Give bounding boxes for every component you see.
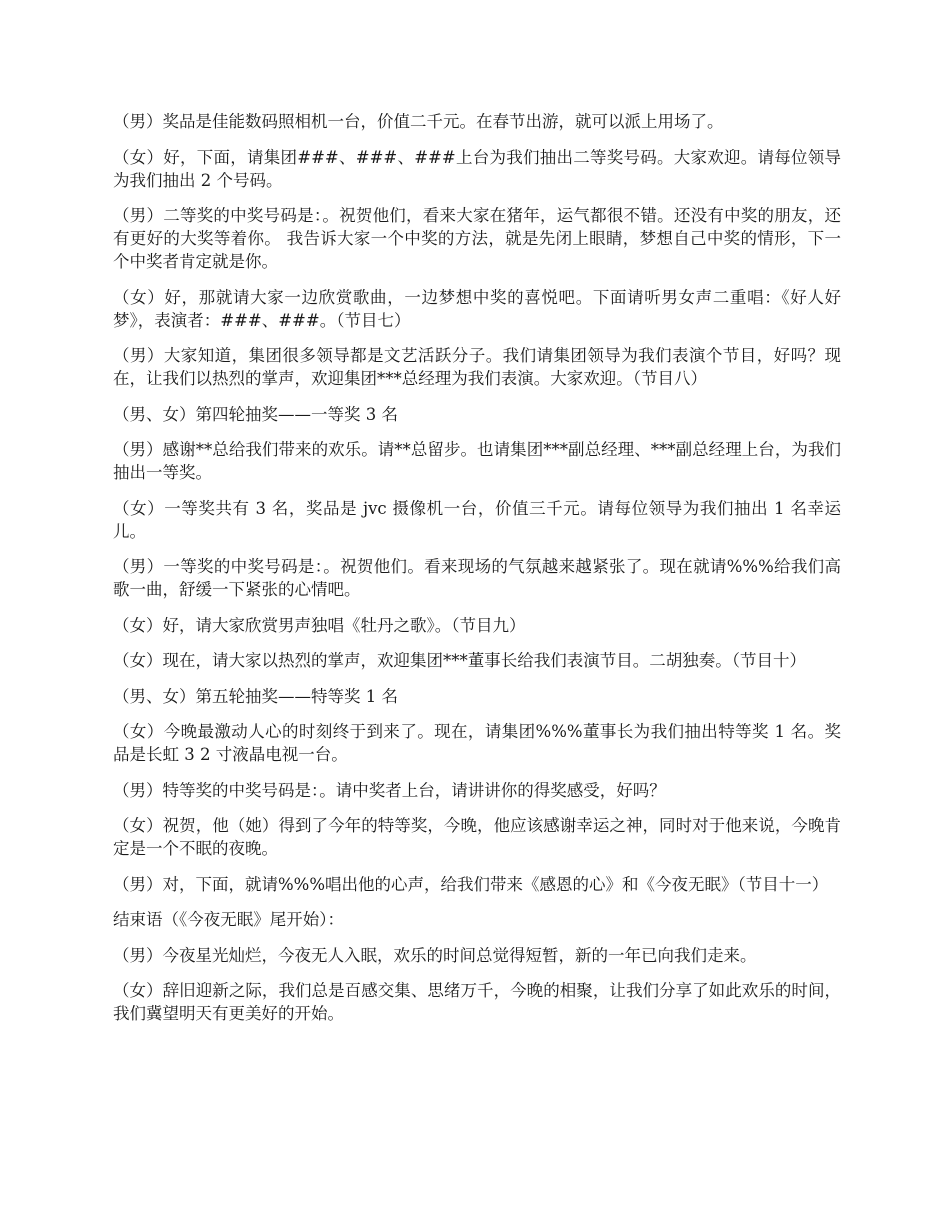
paragraph-1: （男）奖品是佳能数码照相机一台，价值二千元。在春节出游，就可以派上用场了。 <box>113 112 724 131</box>
paragraph-5: （男）大家知道，集团很多领导都是文艺活跃分子。我们请集团领导为我们表演个节目，好吗？现在，让我们以热烈的掌声，欢迎集团***总经理为我们表演。大家欢迎。（节目八） <box>113 346 841 388</box>
paragraph-15: （女）祝贺，他（她）得到了今年的特等奖，今晚，他应该感谢幸运之神，同时对于他来说，今晚肯定是一个不眠的夜晚。 <box>113 816 841 858</box>
paragraph-6: （男、女）第四轮抽奖——一等奖 3 名 <box>113 404 398 424</box>
paragraph-10: （女）好，请大家欣赏男声独唱《牡丹之歌》。（节目九） <box>113 615 526 635</box>
paragraph-3: （男）二等奖的中奖号码是：。祝贺他们，看来大家在猪年，运气都很不错。还没有中奖的朋友，还有更好的大奖等着你。 我告诉大家一个中奖的方法，就是先闭上眼睛，梦想自己中奖的情形，下一个中奖者肯定就是你。 <box>113 206 841 271</box>
paragraph-11: （女）现在，请大家以热烈的掌声，欢迎集团***董事长给我们表演节目。二胡独奏。（节目十） <box>113 651 806 670</box>
paragraph-18: （男）今夜星光灿烂，今夜无人入眠，欢乐的时间总觉得短暂，新的一年已向我们走来。 <box>113 945 757 965</box>
paragraph-16: （男）对，下面，就请%%%唱出他的心声，给我们带来《感恩的心》和《今夜无眠》（节目十一） <box>113 874 829 894</box>
paragraph-12: （男、女）第五轮抽奖——特等奖 1 名 <box>113 686 398 706</box>
paragraph-8: （女）一等奖共有 3 名，奖品是 jvc 摄像机一台，价值三千元。请每位领导为我们抽出 1 名幸运儿。 <box>113 498 841 541</box>
paragraph-14: （男）特等奖的中奖号码是：。请中奖者上台，请讲讲你的得奖感受，好吗？ <box>113 780 666 800</box>
document-body <box>113 110 841 1038</box>
paragraph-13: （女）今晚最激动人心的时刻终于到来了。现在，请集团%%%董事长为我们抽出特等奖 1 名。奖品是长虹 3 2 寸液晶电视一台。 <box>113 722 841 764</box>
paragraph-4: （女）好，那就请大家一边欣赏歌曲，一边梦想中奖的喜悦吧。下面请听男女声二重唱：《好人好梦》，表演者：###、###。（节目七） <box>113 287 841 330</box>
paragraph-19: （女）辞旧迎新之际，我们总是百感交集、思绪万千，今晚的相聚，让我们分享了如此欢乐的时间，我们冀望明天有更美好的开始。 <box>113 981 841 1023</box>
paragraph-2: （女）好，下面，请集团###、###、###上台为我们抽出二等奖号码。大家欢迎。请每位领导为我们抽出 2 个号码。 <box>113 147 841 190</box>
paragraph-7: （男）感谢**总给我们带来的欢乐。请**总留步。也请集团***副总经理、***副总经理上台，为我们抽出一等奖。 <box>113 440 841 482</box>
paragraph-17: 结束语（《今夜无眠》尾开始）： <box>113 910 344 929</box>
paragraph-9: （男）一等奖的中奖号码是：。祝贺他们。看来现场的气氛越来越紧张了。现在就请%%%给我们高歌一曲，舒缓一下紧张的心情吧。 <box>113 557 841 599</box>
